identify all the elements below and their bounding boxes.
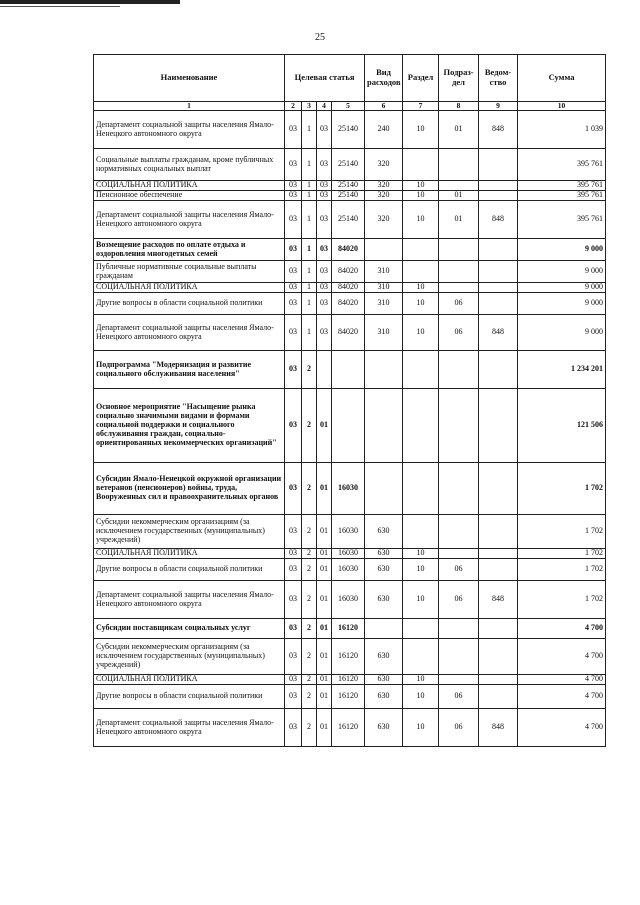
section-cell	[403, 261, 439, 283]
target-code-4-cell: 84020	[332, 261, 365, 283]
target-code-2-cell: 1	[302, 283, 317, 293]
row-name-cell: Департамент социальной защиты населения Ямало-Ненецкого автономного округа	[94, 581, 285, 619]
subsection-cell: 01	[439, 201, 479, 239]
table-row	[94, 709, 606, 747]
expense-type-cell: 630	[365, 685, 403, 709]
table-row	[94, 351, 606, 389]
table-row	[94, 549, 606, 559]
target-code-4-cell: 16030	[332, 463, 365, 515]
subsection-cell	[439, 463, 479, 515]
target-code-3-cell: 01	[317, 709, 332, 747]
amount-cell: 9 000	[518, 283, 606, 293]
table-row	[94, 581, 606, 619]
target-code-1-cell: 03	[285, 463, 302, 515]
row-name-cell: СОЦИАЛЬНАЯ ПОЛИТИКА	[94, 675, 285, 685]
column-number: 5	[332, 102, 365, 111]
row-name-cell: Субсидии поставщикам социальных услуг	[94, 619, 285, 639]
target-code-3-cell: 01	[317, 685, 332, 709]
section-cell	[403, 515, 439, 549]
amount-cell: 4 700	[518, 619, 606, 639]
target-code-3-cell: 01	[317, 549, 332, 559]
target-code-1-cell: 03	[285, 389, 302, 463]
department-cell	[479, 549, 518, 559]
target-code-3-cell: 01	[317, 581, 332, 619]
target-code-2-cell: 2	[302, 515, 317, 549]
target-code-1-cell: 03	[285, 149, 302, 181]
target-code-4-cell: 84020	[332, 315, 365, 351]
subsection-cell: 06	[439, 559, 479, 581]
section-cell: 10	[403, 315, 439, 351]
target-code-1-cell: 03	[285, 293, 302, 315]
row-name-cell: СОЦИАЛЬНАЯ ПОЛИТИКА	[94, 181, 285, 191]
target-code-4-cell: 16030	[332, 559, 365, 581]
section-cell: 10	[403, 201, 439, 239]
target-code-4-cell	[332, 389, 365, 463]
amount-cell: 4 700	[518, 685, 606, 709]
target-code-4-cell: 84020	[332, 239, 365, 261]
expense-type-cell: 630	[365, 515, 403, 549]
section-cell	[403, 239, 439, 261]
target-code-4-cell: 16120	[332, 709, 365, 747]
target-code-1-cell: 03	[285, 201, 302, 239]
target-code-1-cell: 03	[285, 619, 302, 639]
department-cell: 848	[479, 709, 518, 747]
scan-edge-mark	[0, 0, 180, 4]
section-cell: 10	[403, 685, 439, 709]
target-code-3-cell: 03	[317, 181, 332, 191]
target-code-3-cell: 01	[317, 619, 332, 639]
target-code-1-cell: 03	[285, 549, 302, 559]
target-code-2-cell: 1	[302, 111, 317, 149]
expense-type-cell: 320	[365, 181, 403, 191]
target-code-4-cell: 16120	[332, 639, 365, 675]
section-cell: 10	[403, 293, 439, 315]
department-cell	[479, 639, 518, 675]
department-cell	[479, 559, 518, 581]
subsection-cell	[439, 549, 479, 559]
table-row	[94, 685, 606, 709]
target-code-2-cell: 1	[302, 191, 317, 201]
amount-cell: 395 761	[518, 149, 606, 181]
section-cell	[403, 149, 439, 181]
expense-type-cell: 630	[365, 675, 403, 685]
subsection-cell	[439, 515, 479, 549]
target-code-4-cell: 16030	[332, 581, 365, 619]
table-row	[94, 639, 606, 675]
expense-type-cell	[365, 351, 403, 389]
target-code-3-cell: 03	[317, 201, 332, 239]
target-code-2-cell: 2	[302, 581, 317, 619]
expense-type-cell	[365, 389, 403, 463]
section-cell: 10	[403, 111, 439, 149]
section-cell: 10	[403, 675, 439, 685]
section-cell	[403, 463, 439, 515]
target-code-2-cell: 2	[302, 675, 317, 685]
row-name-cell: Публичные нормативные социальные выплаты гражданам	[94, 261, 285, 283]
amount-cell: 1 039	[518, 111, 606, 149]
target-code-1-cell: 03	[285, 315, 302, 351]
department-cell: 848	[479, 111, 518, 149]
target-code-1-cell: 03	[285, 639, 302, 675]
row-name-cell: Департамент социальной защиты населения Ямало-Ненецкого автономного округа	[94, 201, 285, 239]
column-number: 1	[94, 102, 285, 111]
row-name-cell: Основное мероприятие "Насыщение рынка социально значимыми видами и формами социальной поддержки и социального обслуживания граждан, социально-ориентированных некоммерческих организаций"	[94, 389, 285, 463]
target-code-2-cell: 2	[302, 549, 317, 559]
row-name-cell: Департамент социальной защиты населения Ямало-Ненецкого автономного округа	[94, 709, 285, 747]
header-name: Наименование	[94, 55, 285, 102]
target-code-3-cell: 01	[317, 515, 332, 549]
amount-cell: 1 702	[518, 463, 606, 515]
section-cell: 10	[403, 709, 439, 747]
section-cell: 10	[403, 581, 439, 619]
table-row	[94, 515, 606, 549]
target-code-1-cell: 03	[285, 515, 302, 549]
subsection-cell: 06	[439, 315, 479, 351]
department-cell	[479, 351, 518, 389]
header-subsection: Подраз-дел	[439, 55, 479, 102]
target-code-1-cell: 03	[285, 559, 302, 581]
department-cell	[479, 389, 518, 463]
department-cell: 848	[479, 581, 518, 619]
target-code-1-cell: 03	[285, 709, 302, 747]
amount-cell: 9 000	[518, 261, 606, 283]
expense-type-cell	[365, 619, 403, 639]
table-row	[94, 559, 606, 581]
target-code-1-cell: 03	[285, 191, 302, 201]
target-code-1-cell: 03	[285, 351, 302, 389]
target-code-3-cell: 03	[317, 149, 332, 181]
target-code-2-cell: 1	[302, 239, 317, 261]
target-code-4-cell: 25140	[332, 149, 365, 181]
target-code-3-cell	[317, 351, 332, 389]
subsection-cell	[439, 619, 479, 639]
department-cell	[479, 293, 518, 315]
target-code-3-cell: 01	[317, 639, 332, 675]
target-code-2-cell: 2	[302, 559, 317, 581]
amount-cell: 1 702	[518, 515, 606, 549]
department-cell	[479, 463, 518, 515]
subsection-cell	[439, 181, 479, 191]
target-code-3-cell: 03	[317, 261, 332, 283]
row-name-cell: Субсидии Ямало-Ненецкой окружной организации ветеранов (пенсионеров) войны, труда, Вооруженных сил и правоохранительных органов	[94, 463, 285, 515]
target-code-3-cell: 03	[317, 283, 332, 293]
row-name-cell: Пенсионное обеспечение	[94, 191, 285, 201]
subsection-cell: 06	[439, 685, 479, 709]
row-name-cell: Другие вопросы в области социальной политики	[94, 685, 285, 709]
target-code-2-cell: 1	[302, 315, 317, 351]
amount-cell: 395 761	[518, 191, 606, 201]
expense-type-cell	[365, 239, 403, 261]
subsection-cell: 06	[439, 581, 479, 619]
expense-type-cell: 310	[365, 293, 403, 315]
expense-type-cell: 310	[365, 261, 403, 283]
amount-cell: 395 761	[518, 181, 606, 191]
table-row	[94, 201, 606, 239]
department-cell	[479, 675, 518, 685]
table-row	[94, 389, 606, 463]
target-code-3-cell: 01	[317, 675, 332, 685]
subsection-cell	[439, 389, 479, 463]
table-row	[94, 261, 606, 283]
subsection-cell	[439, 283, 479, 293]
target-code-2-cell: 2	[302, 709, 317, 747]
amount-cell: 1 702	[518, 559, 606, 581]
section-cell: 10	[403, 191, 439, 201]
section-cell	[403, 389, 439, 463]
amount-cell: 9 000	[518, 293, 606, 315]
target-code-2-cell: 1	[302, 261, 317, 283]
amount-cell: 1 234 201	[518, 351, 606, 389]
expense-type-cell: 630	[365, 709, 403, 747]
target-code-1-cell: 03	[285, 181, 302, 191]
target-code-3-cell: 01	[317, 463, 332, 515]
subsection-cell	[439, 639, 479, 675]
target-code-1-cell: 03	[285, 111, 302, 149]
expense-type-cell: 320	[365, 201, 403, 239]
amount-cell: 1 702	[518, 581, 606, 619]
department-cell	[479, 239, 518, 261]
column-number: 10	[518, 102, 606, 111]
amount-cell: 9 000	[518, 239, 606, 261]
column-number: 7	[403, 102, 439, 111]
row-name-cell: СОЦИАЛЬНАЯ ПОЛИТИКА	[94, 283, 285, 293]
target-code-2-cell: 1	[302, 181, 317, 191]
row-name-cell: Другие вопросы в области социальной политики	[94, 559, 285, 581]
target-code-1-cell: 03	[285, 283, 302, 293]
target-code-4-cell: 16120	[332, 685, 365, 709]
table-row	[94, 283, 606, 293]
table-row	[94, 675, 606, 685]
table-header-row	[94, 55, 606, 102]
amount-cell: 1 702	[518, 549, 606, 559]
table-row	[94, 293, 606, 315]
target-code-1-cell: 03	[285, 581, 302, 619]
target-code-2-cell: 1	[302, 149, 317, 181]
target-code-2-cell: 2	[302, 685, 317, 709]
expense-type-cell	[365, 463, 403, 515]
subsection-cell	[439, 261, 479, 283]
table-row	[94, 181, 606, 191]
row-name-cell: СОЦИАЛЬНАЯ ПОЛИТИКА	[94, 549, 285, 559]
header-section: Раздел	[403, 55, 439, 102]
target-code-3-cell: 01	[317, 389, 332, 463]
target-code-3-cell: 03	[317, 315, 332, 351]
target-code-2-cell: 2	[302, 463, 317, 515]
expense-type-cell: 630	[365, 549, 403, 559]
subsection-cell	[439, 351, 479, 389]
target-code-4-cell: 25140	[332, 181, 365, 191]
subsection-cell	[439, 239, 479, 261]
table-row	[94, 191, 606, 201]
target-code-1-cell: 03	[285, 675, 302, 685]
target-code-1-cell: 03	[285, 261, 302, 283]
subsection-cell: 01	[439, 111, 479, 149]
target-code-4-cell: 25140	[332, 191, 365, 201]
row-name-cell: Возмещение расходов по оплате отдыха и оздоровления многодетных семей	[94, 239, 285, 261]
page-number: 25	[315, 32, 325, 43]
department-cell: 848	[479, 201, 518, 239]
section-cell: 10	[403, 559, 439, 581]
header-expense-type: Вид расходов	[365, 55, 403, 102]
row-name-cell: Социальные выплаты гражданам, кроме публичных нормативных социальных выплат	[94, 149, 285, 181]
amount-cell: 121 506	[518, 389, 606, 463]
department-cell: 848	[479, 315, 518, 351]
target-code-4-cell: 84020	[332, 283, 365, 293]
subsection-cell	[439, 149, 479, 181]
row-name-cell: Субсидии некоммерческим организациям (за исключением государственных (муниципальных) учреждений)	[94, 515, 285, 549]
column-number-row	[94, 102, 606, 111]
target-code-4-cell: 16120	[332, 675, 365, 685]
department-cell	[479, 261, 518, 283]
expense-type-cell: 310	[365, 315, 403, 351]
target-code-4-cell: 16030	[332, 515, 365, 549]
table-row	[94, 619, 606, 639]
expense-type-cell: 320	[365, 191, 403, 201]
target-code-2-cell: 2	[302, 351, 317, 389]
amount-cell: 9 000	[518, 315, 606, 351]
expense-type-cell: 240	[365, 111, 403, 149]
column-number: 9	[479, 102, 518, 111]
target-code-4-cell: 25140	[332, 201, 365, 239]
expense-type-cell: 630	[365, 559, 403, 581]
header-department: Ведом-ство	[479, 55, 518, 102]
target-code-2-cell: 2	[302, 389, 317, 463]
amount-cell: 395 761	[518, 201, 606, 239]
scan-edge-mark-thin	[0, 6, 120, 7]
target-code-4-cell	[332, 351, 365, 389]
amount-cell: 4 700	[518, 675, 606, 685]
amount-cell: 4 700	[518, 709, 606, 747]
target-code-4-cell: 25140	[332, 111, 365, 149]
target-code-3-cell: 03	[317, 293, 332, 315]
subsection-cell: 06	[439, 293, 479, 315]
target-code-2-cell: 1	[302, 293, 317, 315]
table-row	[94, 463, 606, 515]
expense-type-cell: 320	[365, 149, 403, 181]
target-code-3-cell: 03	[317, 191, 332, 201]
row-name-cell: Субсидии некоммерческим организациям (за исключением государственных (муниципальных) учреждений)	[94, 639, 285, 675]
target-code-2-cell: 1	[302, 201, 317, 239]
table-row	[94, 149, 606, 181]
subsection-cell	[439, 675, 479, 685]
budget-table	[93, 54, 606, 747]
target-code-3-cell: 03	[317, 239, 332, 261]
row-name-cell: Другие вопросы в области социальной политики	[94, 293, 285, 315]
table-row	[94, 315, 606, 351]
target-code-4-cell: 16120	[332, 619, 365, 639]
department-cell	[479, 181, 518, 191]
amount-cell: 4 700	[518, 639, 606, 675]
subsection-cell: 01	[439, 191, 479, 201]
department-cell	[479, 283, 518, 293]
column-number: 4	[317, 102, 332, 111]
header-amount: Сумма	[518, 55, 606, 102]
section-cell: 10	[403, 283, 439, 293]
target-code-1-cell: 03	[285, 685, 302, 709]
department-cell	[479, 619, 518, 639]
table-row	[94, 239, 606, 261]
target-code-1-cell: 03	[285, 239, 302, 261]
column-number: 3	[302, 102, 317, 111]
row-name-cell: Департамент социальной защиты населения Ямало-Ненецкого автономного округа	[94, 315, 285, 351]
target-code-2-cell: 2	[302, 619, 317, 639]
subsection-cell: 06	[439, 709, 479, 747]
row-name-cell: Подпрограмма "Модернизация и развитие социального обслуживания населения"	[94, 351, 285, 389]
column-number: 2	[285, 102, 302, 111]
department-cell	[479, 191, 518, 201]
section-cell: 10	[403, 549, 439, 559]
column-number: 8	[439, 102, 479, 111]
target-code-3-cell: 01	[317, 559, 332, 581]
section-cell	[403, 639, 439, 675]
column-number: 6	[365, 102, 403, 111]
section-cell: 10	[403, 181, 439, 191]
department-cell	[479, 515, 518, 549]
expense-type-cell: 630	[365, 581, 403, 619]
target-code-4-cell: 16030	[332, 549, 365, 559]
expense-type-cell: 630	[365, 639, 403, 675]
department-cell	[479, 149, 518, 181]
target-code-3-cell: 03	[317, 111, 332, 149]
table-body	[94, 111, 606, 747]
target-code-4-cell: 84020	[332, 293, 365, 315]
row-name-cell: Департамент социальной защиты населения Ямало-Ненецкого автономного округа	[94, 111, 285, 149]
department-cell	[479, 685, 518, 709]
expense-type-cell: 310	[365, 283, 403, 293]
table-row	[94, 111, 606, 149]
target-code-2-cell: 2	[302, 639, 317, 675]
header-target: Целевая статья	[285, 55, 365, 102]
section-cell	[403, 619, 439, 639]
section-cell	[403, 351, 439, 389]
